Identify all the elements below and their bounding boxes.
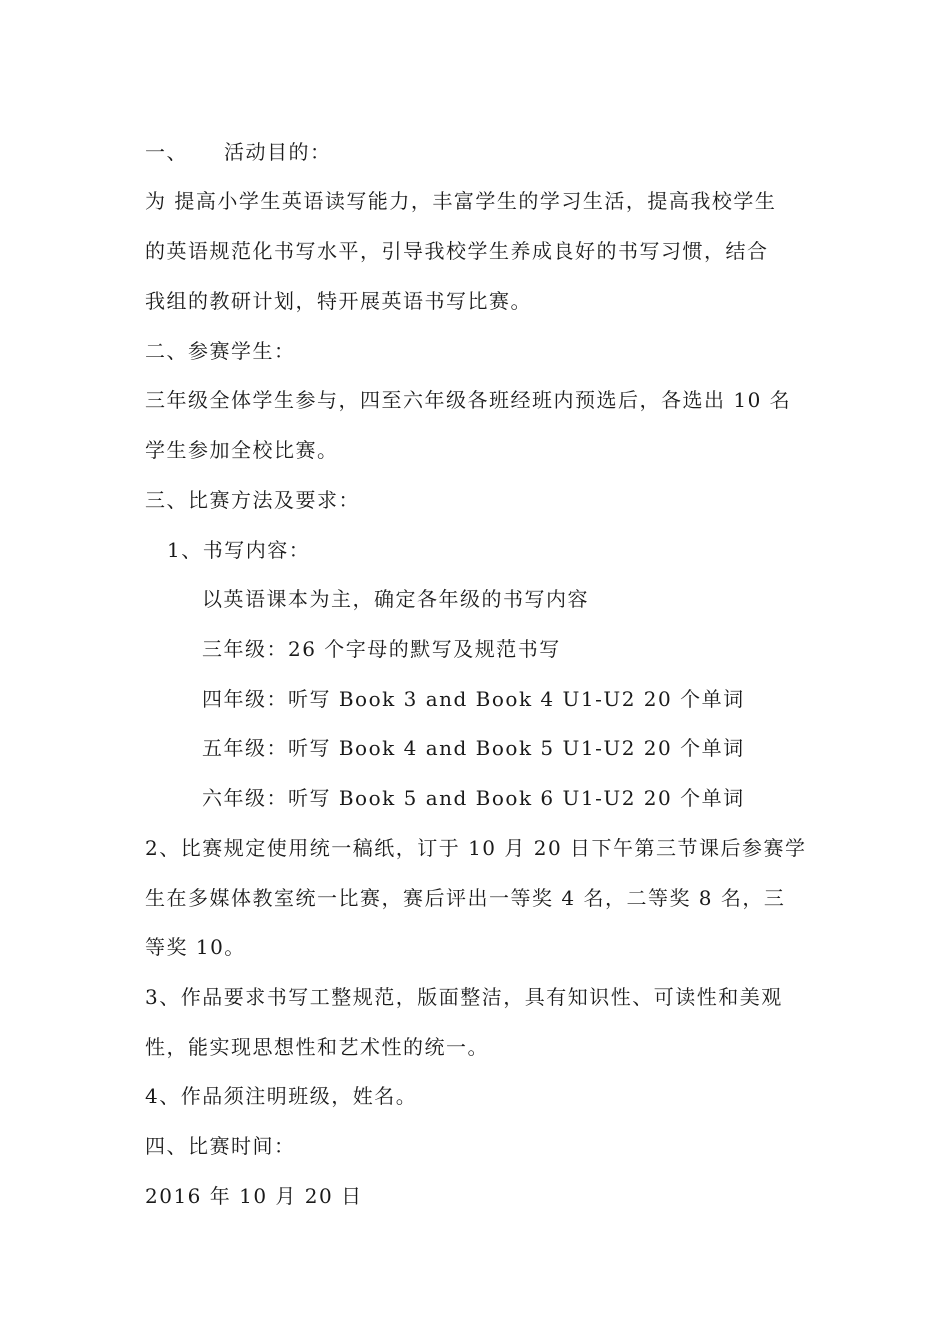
item1-line-1: 以英语课本为主，确定各年级的书写内容 [202, 587, 589, 611]
item3-line-2: 性，能实现思想性和艺术性的统一。 [145, 1035, 489, 1059]
item1-line-4: 五年级：听写 Book 4 and Book 5 U1-U2 20 个单词 [202, 736, 745, 760]
section1-number: 一、 [145, 140, 188, 164]
item4-line-1: 4、作品须注明班级，姓名。 [145, 1084, 418, 1108]
item2-line-2: 生在多媒体教室统一比赛，赛后评出一等奖 4 名，二等奖 8 名，三 [145, 886, 786, 910]
item1-heading: 1、书写内容： [167, 538, 311, 562]
item2-line-1: 2、比赛规定使用统一稿纸，订于 10 月 20 日下午第三节课后参赛学 [145, 836, 807, 860]
item3-line-1: 3、作品要求书写工整规范，版面整洁，具有知识性、可读性和美观 [145, 985, 783, 1009]
section1-line-1: 为 提高小学生英语读写能力，丰富学生的学习生活，提高我校学生 [145, 189, 777, 213]
item1-line-2: 三年级：26 个字母的默写及规范书写 [202, 637, 561, 661]
item1-line-5: 六年级：听写 Book 5 and Book 6 U1-U2 20 个单词 [202, 786, 745, 810]
section2-line-1: 三年级全体学生参与，四至六年级各班经班内预选后，各选出 10 名 [145, 388, 792, 412]
section4-heading: 四、比赛时间： [145, 1134, 296, 1158]
section4-date: 2016 年 10 月 20 日 [145, 1184, 363, 1208]
section2-line-2: 学生参加全校比赛。 [145, 438, 339, 462]
section1-line-2: 的英语规范化书写水平，引导我校学生养成良好的书写习惯，结合 [145, 239, 769, 263]
section1-line-3: 我组的教研计划，特开展英语书写比赛。 [145, 289, 532, 313]
section1-title: 活动目的： [224, 140, 332, 164]
section2-heading: 二、参赛学生： [145, 339, 296, 363]
section1-heading [145, 138, 332, 166]
item2-line-3: 等奖 10。 [145, 935, 246, 959]
item1-line-3: 四年级：听写 Book 3 and Book 4 U1-U2 20 个单词 [202, 687, 745, 711]
section3-heading: 三、比赛方法及要求： [145, 488, 360, 512]
